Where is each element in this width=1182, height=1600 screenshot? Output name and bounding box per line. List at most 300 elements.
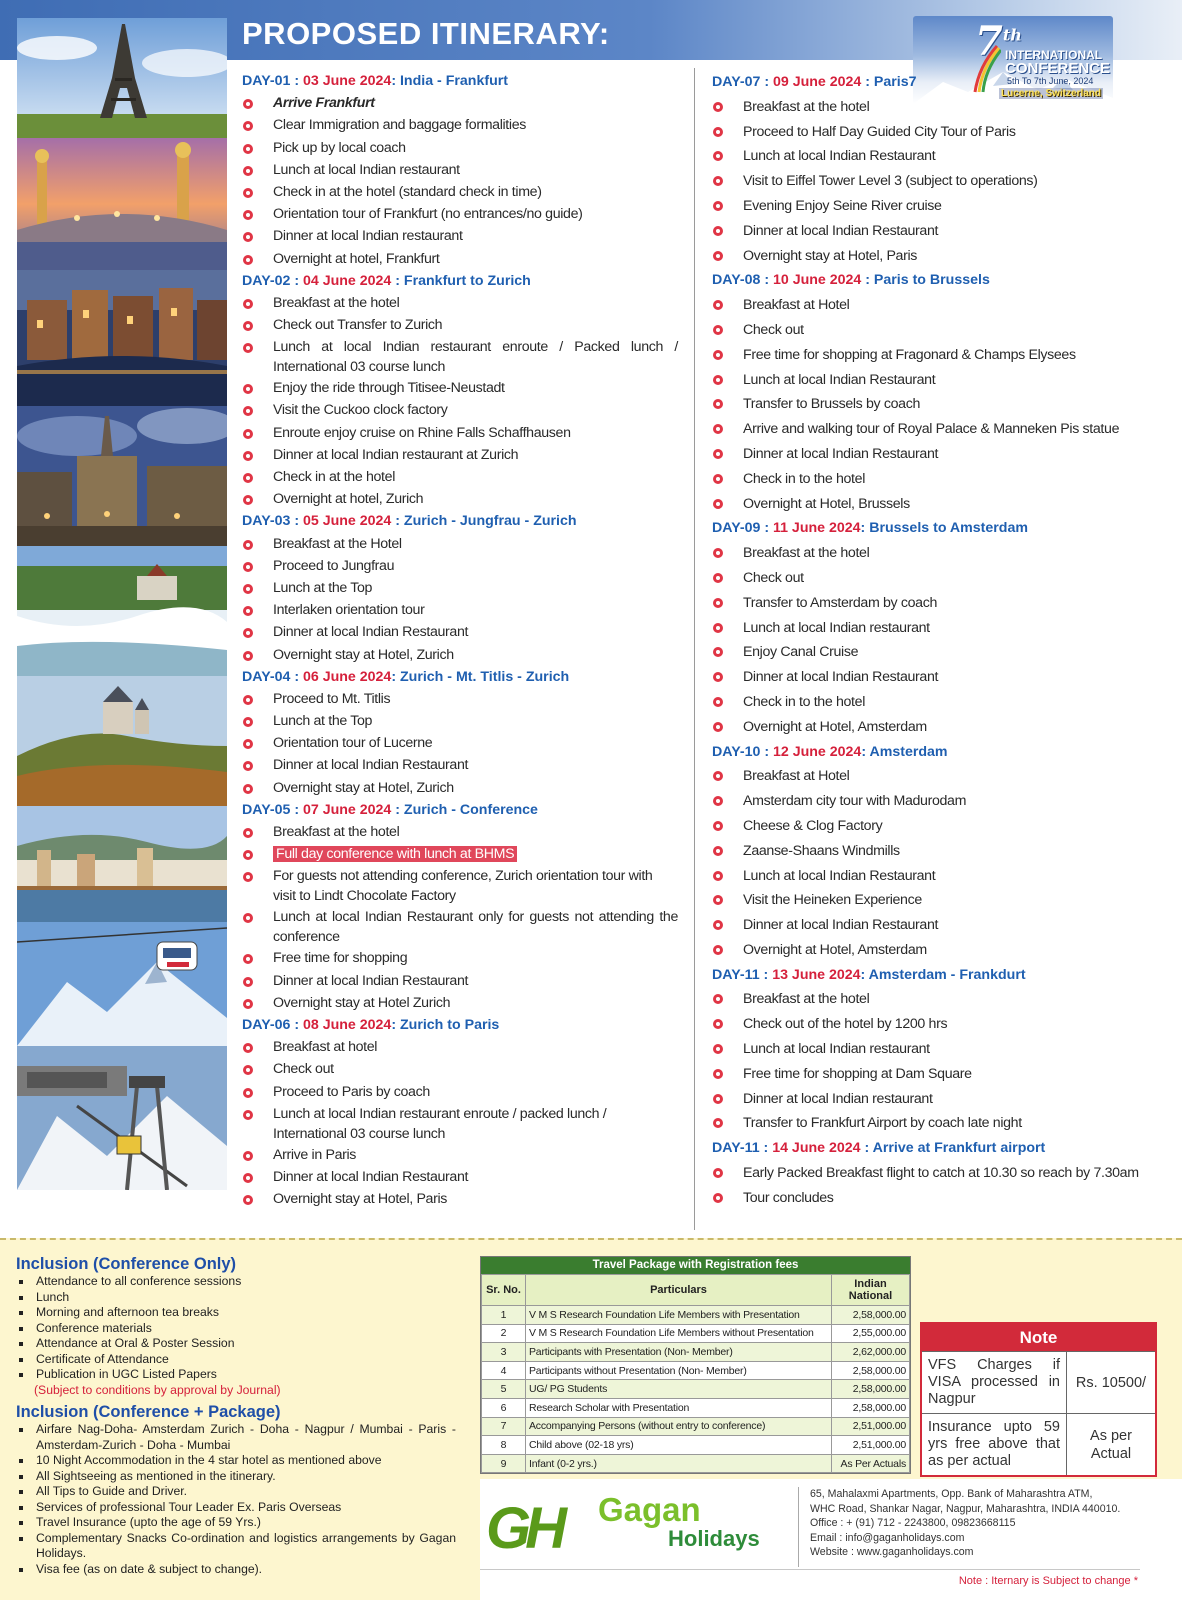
company-website: Website : www.gaganholidays.com <box>810 1546 974 1559</box>
item-text: Lunch at local Indian Restaurant <box>743 371 936 388</box>
itinerary-item <box>712 144 1162 169</box>
itinerary-item <box>242 1144 678 1166</box>
item-text: Dinner at local Indian Restaurant <box>273 972 469 989</box>
bullet-icon <box>713 771 723 781</box>
day-route: : Paris to Brussels <box>861 272 990 289</box>
conference-line1: INTERNATIONAL <box>1005 48 1103 62</box>
itinerary-item <box>712 690 1162 715</box>
bullet-icon <box>713 697 723 707</box>
item-text: Orientation tour of Frankfurt (no entrances/no guide) <box>273 206 583 223</box>
itinerary-item <box>242 248 678 270</box>
day-items <box>242 533 678 666</box>
inclusion-item: All Tips to Guide and Driver. <box>16 1484 456 1500</box>
itinerary-item <box>712 566 1162 591</box>
item-text: Dinner at local Indian Restaurant <box>273 757 469 774</box>
item-text: Breakfast at the hotel <box>743 545 870 562</box>
day-label: DAY-09 : <box>712 520 773 537</box>
itinerary-item <box>712 368 1162 393</box>
itinerary-item <box>242 314 678 336</box>
itinerary-item <box>242 865 678 906</box>
item-text: Dinner at local Indian restaurant <box>273 228 463 245</box>
note-vfs-value: Rs. 10500/ <box>1075 1374 1147 1391</box>
itinerary-item <box>712 219 1162 244</box>
itinerary-change-note: Note : Iternary is Subject to change * <box>958 1575 1138 1587</box>
day-items <box>712 1161 1162 1211</box>
itinerary-item <box>242 488 678 510</box>
item-text: Breakfast at Hotel <box>743 297 850 314</box>
itinerary-item <box>242 599 678 621</box>
item-text: Dinner at local Indian Restaurant <box>273 1168 469 1185</box>
item-text: Cheese & Clog Factory <box>743 817 883 834</box>
sr-cell: 7 <box>482 1417 526 1436</box>
day-date: 11 June 2024 <box>772 520 861 537</box>
bullet-icon <box>243 343 253 353</box>
day-date: 07 June 2024 <box>302 801 392 818</box>
item-text: Pick up by local coach <box>273 139 406 156</box>
itinerary-item <box>242 577 678 599</box>
itinerary-item <box>242 1188 678 1210</box>
bullet-icon <box>713 796 723 806</box>
bullet-icon <box>243 606 253 616</box>
item-text: Lunch at local Indian Restaurant only for guests not attending the conference <box>273 909 678 946</box>
price-cell: 2,58,000.00 <box>832 1361 910 1380</box>
table-row <box>482 1436 910 1455</box>
itinerary-item <box>712 913 1162 938</box>
item-text: Breakfast at the hotel <box>743 98 870 115</box>
bullet-icon <box>713 350 723 360</box>
particulars-cell: V M S Research Foundation Life Members with Presentation <box>526 1306 832 1325</box>
footer-line <box>480 1569 1140 1570</box>
column-divider <box>694 68 695 1230</box>
item-text: Visit the Heineken Experience <box>743 892 922 909</box>
itinerary-item <box>712 789 1162 814</box>
item-text: Breakfast at the hotel <box>743 991 870 1008</box>
day-items <box>242 688 678 799</box>
item-text: Amsterdam city tour with Madurodam <box>743 793 967 810</box>
bullet-icon <box>243 954 253 964</box>
day-route: : Zurich to Paris <box>391 1016 500 1033</box>
item-text: Transfer to Amsterdam by coach <box>743 594 937 611</box>
item-text: Lunch at local Indian restaurant enroute / packed lunch / International 03 course lunch <box>273 1105 607 1142</box>
bullet-icon <box>243 1173 253 1183</box>
day-heading <box>242 666 678 688</box>
item-text: Overnight stay at Hotel, Paris <box>273 1191 448 1208</box>
item-text: Breakfast at Hotel <box>743 768 850 785</box>
price-cell: 2,62,000.00 <box>832 1343 910 1362</box>
itinerary-item <box>712 839 1162 864</box>
itinerary-item <box>712 1186 1162 1211</box>
inclusion-item: Airfare Nag-Doha- Amsterdam Zurich - Doha - Nagpur / Mumbai - Paris - Amsterdam-Zurich - Doha - Mumbai <box>16 1422 456 1453</box>
day-label: DAY-10 : <box>712 743 773 760</box>
itinerary-item <box>712 1062 1162 1087</box>
bullet-icon <box>713 201 723 211</box>
itinerary-item <box>242 906 678 947</box>
itinerary-item <box>242 555 678 577</box>
item-text: Free time for shopping at Dam Square <box>743 1065 972 1082</box>
particulars-cell: Participants without Presentation (Non- Member) <box>526 1361 832 1380</box>
item-text: Orientation tour of Lucerne <box>273 735 433 752</box>
day-heading <box>242 510 678 532</box>
bullet-icon <box>243 828 253 838</box>
itinerary-item <box>712 194 1162 219</box>
itinerary-item <box>712 318 1162 343</box>
day-date: 12 June 2024 <box>772 743 862 760</box>
bullet-icon <box>713 1019 723 1029</box>
item-text: Full day conference with lunch at BHMS <box>273 846 517 862</box>
amsterdam-canal-photo <box>17 270 227 406</box>
itinerary-item <box>712 467 1162 492</box>
item-text: For guests not attending conference, Zurich orientation tour with visit to Lindt Chocolate Factory <box>273 868 653 905</box>
bullet-icon <box>713 722 723 732</box>
day-route: : Zurich - Jungfrau - Zurich <box>391 513 577 530</box>
itinerary-item <box>712 715 1162 740</box>
itinerary-item <box>712 1111 1162 1136</box>
day-items <box>712 293 1162 516</box>
itinerary-item <box>712 417 1162 442</box>
inclusion-item: Conference materials <box>16 1321 456 1337</box>
day-heading <box>712 740 1162 765</box>
bullet-icon <box>713 474 723 484</box>
day-heading <box>712 1136 1162 1161</box>
itinerary-item <box>712 293 1162 318</box>
itinerary-item <box>712 888 1162 913</box>
item-text: Check out Transfer to Zurich <box>273 317 443 334</box>
price-cell: As Per Actuals <box>832 1454 910 1473</box>
bullet-icon <box>243 429 253 439</box>
item-text: Check in to the hotel <box>743 470 865 487</box>
bullet-icon <box>243 784 253 794</box>
item-text: Overnight at Hotel, Brussels <box>743 495 910 512</box>
bullet-icon <box>243 1151 253 1161</box>
item-text: Dinner at local Indian Restaurant <box>743 917 939 934</box>
bullet-icon <box>713 1069 723 1079</box>
item-text: Breakfast at hotel <box>273 1039 378 1056</box>
day-heading <box>242 799 678 821</box>
brussels-grand-place-photo <box>17 406 227 546</box>
itinerary-item <box>712 1161 1162 1186</box>
day-label: DAY-01 : <box>242 73 303 89</box>
table-row <box>482 1361 910 1380</box>
bullet-icon <box>243 121 253 131</box>
itinerary-item <box>242 777 678 799</box>
bullet-icon <box>713 226 723 236</box>
bullet-icon <box>243 717 253 727</box>
bullet-icon <box>713 871 723 881</box>
sr-cell: 3 <box>482 1343 526 1362</box>
item-text: Enroute enjoy cruise on Rhine Falls Schaffhausen <box>273 424 571 441</box>
day-date: 08 June 2024 <box>302 1016 392 1033</box>
particulars-cell: Participants with Presentation (Non- Member) <box>526 1343 832 1362</box>
itinerary-item <box>242 992 678 1014</box>
bullet-icon <box>243 628 253 638</box>
table-row <box>482 1380 910 1399</box>
bullet-icon <box>243 850 253 860</box>
day-date: 14 June 2024 <box>772 1140 861 1157</box>
bullet-icon <box>713 846 723 856</box>
conference-number: 7th <box>975 18 1022 65</box>
itinerary-item <box>242 137 678 159</box>
company-name-gagan: Gagan <box>598 1491 701 1528</box>
itinerary-item <box>712 244 1162 269</box>
item-text: Dinner at local Indian restaurant at Zurich <box>273 446 519 463</box>
itinerary-item <box>712 169 1162 194</box>
day-heading <box>712 516 1162 541</box>
itinerary-item <box>242 422 678 444</box>
paris-bridge-photo <box>17 138 227 270</box>
table-row <box>482 1417 910 1436</box>
itinerary-item <box>242 710 678 732</box>
day-label: DAY-11 : <box>712 1140 773 1157</box>
item-text: Arrive Frankfurt <box>273 95 375 112</box>
bullet-icon <box>243 651 253 661</box>
office-phone: Office : + (91) 712 - 2243800, 09823668115 <box>810 1517 1016 1530</box>
package-table-title: Travel Package with Registration fees <box>481 1257 910 1274</box>
itinerary-item <box>712 1037 1162 1062</box>
particulars-cell: Research Scholar with Presentation <box>526 1398 832 1417</box>
bullet-icon <box>243 999 253 1009</box>
itinerary-item <box>242 181 678 203</box>
bullet-icon <box>243 451 253 461</box>
item-text: Enjoy the ride through Titisee-Neustadt <box>273 380 505 397</box>
item-text: Overnight stay at Hotel, Zurich <box>273 646 454 663</box>
bullet-icon <box>713 1193 723 1203</box>
item-text: Dinner at local Indian restaurant <box>743 1090 933 1107</box>
day-date: 04 June 2024 <box>302 272 392 289</box>
bullet-icon <box>243 210 253 220</box>
item-text: Overnight at hotel, Zurich <box>273 491 424 508</box>
bullet-icon <box>713 994 723 1004</box>
item-text: Proceed to Half Day Guided City Tour of Paris <box>743 123 1016 140</box>
bullet-icon <box>243 188 253 198</box>
bullet-icon <box>713 251 723 261</box>
itinerary-item <box>242 1081 678 1103</box>
bullet-icon <box>713 325 723 335</box>
itinerary-item <box>242 466 678 488</box>
item-text: Overnight at Hotel, Amsterdam <box>743 941 927 958</box>
day-route: : Amsterdam - Frankdurt <box>860 966 1026 983</box>
itinerary-item <box>242 1103 678 1144</box>
itinerary-item <box>242 92 678 114</box>
sr-cell: 6 <box>482 1398 526 1417</box>
item-text: Check in at the hotel (standard check in time) <box>273 183 542 200</box>
page-title: PROPOSED ITINERARY: <box>242 16 610 51</box>
day-route: : Zurich - Mt. Titlis - Zurich <box>391 668 570 685</box>
day-items <box>712 541 1162 739</box>
sr-cell: 4 <box>482 1361 526 1380</box>
itinerary-item <box>242 688 678 710</box>
item-text: Visit the Cuckoo clock factory <box>273 402 448 419</box>
bullet-icon <box>243 913 253 923</box>
address-line-2: WHC Road, Shankar Nagar, Nagpur, Maharashtra, INDIA 440010. <box>810 1502 1121 1515</box>
price-cell: 2,58,000.00 <box>832 1306 910 1325</box>
bullet-icon <box>713 102 723 112</box>
bullet-icon <box>243 1043 253 1053</box>
day-heading <box>242 270 678 292</box>
day-heading <box>712 963 1162 988</box>
particulars-cell: Infant (0-2 yrs.) <box>526 1454 832 1473</box>
day-heading <box>242 70 678 92</box>
bullet-icon <box>243 872 253 882</box>
bullet-icon <box>243 761 253 771</box>
day-items <box>242 1036 678 1210</box>
bullet-icon <box>713 598 723 608</box>
inclusion-item: Services of professional Tour Leader Ex. Paris Overseas <box>16 1500 456 1516</box>
itinerary-item <box>242 292 678 314</box>
bullet-icon <box>243 739 253 749</box>
item-text: Proceed to Paris by coach <box>273 1083 430 1100</box>
lucerne-photo <box>17 806 227 922</box>
bullet-icon <box>243 99 253 109</box>
itinerary-item <box>242 732 678 754</box>
itinerary-item <box>712 95 1162 120</box>
bullet-icon <box>243 695 253 705</box>
travel-package-table <box>480 1256 911 1474</box>
itinerary-item <box>242 533 678 555</box>
item-text: Transfer to Brussels by coach <box>743 396 920 413</box>
item-text: Overnight at hotel, Frankfurt <box>273 250 440 267</box>
itinerary-item <box>712 591 1162 616</box>
day-date: 06 June 2024 <box>302 668 392 685</box>
itinerary-item <box>242 1036 678 1058</box>
item-text: Overnight stay at Hotel, Paris <box>743 247 918 264</box>
gagan-holidays-logo-mark: GH <box>486 1496 562 1561</box>
bullet-icon <box>243 232 253 242</box>
item-text: Check out of the hotel by 1200 hrs <box>743 1016 948 1033</box>
itinerary-item <box>242 159 678 181</box>
photo-column <box>17 18 227 1190</box>
bullet-icon <box>713 1094 723 1104</box>
rhine-falls-photo <box>17 546 227 676</box>
particulars-cell: Child above (02-18 yrs) <box>526 1436 832 1455</box>
itinerary-item <box>242 114 678 136</box>
item-text: Dinner at local Indian Restaurant <box>743 222 939 239</box>
eiffel-tower-photo <box>17 18 227 138</box>
bullet-icon <box>713 300 723 310</box>
itinerary-item <box>712 938 1162 963</box>
inclusion-conference-list <box>16 1274 456 1398</box>
inclusion-item: Attendance at Oral & Poster Session <box>16 1336 456 1352</box>
table-row <box>482 1398 910 1417</box>
inclusion-item: All Sightseeing as mentioned in the itinerary. <box>16 1469 456 1485</box>
itinerary-item <box>242 1166 678 1188</box>
bullet-icon <box>243 384 253 394</box>
price-cell: 2,58,000.00 <box>832 1398 910 1417</box>
day-route: : Brussels to Amsterdam <box>860 520 1028 537</box>
day-label: DAY-08 : <box>712 272 773 289</box>
bullet-icon <box>713 1168 723 1178</box>
bullet-icon <box>243 1110 253 1120</box>
bullet-icon <box>243 255 253 265</box>
day-date: 10 June 2024 <box>772 272 862 289</box>
itinerary-item <box>242 754 678 776</box>
day-date: 05 June 2024 <box>302 513 392 530</box>
col-indian-national: Indian National <box>832 1275 910 1306</box>
itinerary-item <box>242 444 678 466</box>
sr-cell: 5 <box>482 1380 526 1399</box>
item-text: Arrive and walking tour of Royal Palace & Manneken Pis statue <box>743 421 1120 438</box>
day-label: DAY-07 : <box>712 74 773 90</box>
inclusion-item: Certificate of Attendance <box>16 1352 456 1368</box>
itinerary-item <box>712 343 1162 368</box>
note-insurance-label: Insurance upto 59 yrs free above that as per actual <box>922 1414 1067 1475</box>
inclusion-conference-title: Inclusion (Conference Only) <box>16 1255 237 1273</box>
table-row <box>482 1324 910 1343</box>
address-divider <box>798 1487 799 1567</box>
itinerary-item <box>712 616 1162 641</box>
item-text: Breakfast at the hotel <box>273 824 400 840</box>
item-text: Evening Enjoy Seine River cruise <box>743 197 942 214</box>
inclusion-item: Publication in UGC Listed Papers <box>16 1367 456 1383</box>
item-text: Overnight stay at Hotel, Zurich <box>273 779 454 796</box>
sr-cell: 1 <box>482 1306 526 1325</box>
item-text: Clear Immigration and baggage formalities <box>273 117 526 134</box>
item-text: Breakfast at the hotel <box>273 294 400 311</box>
bullet-icon <box>713 399 723 409</box>
day-items <box>712 764 1162 962</box>
itinerary-item <box>712 492 1162 517</box>
item-text: Proceed to Jungfrau <box>273 557 395 574</box>
bullet-icon <box>243 321 253 331</box>
item-text: Check in at the hotel <box>273 469 395 485</box>
bullet-icon <box>713 127 723 137</box>
item-text: Overnight stay at Hotel Zurich <box>273 994 451 1011</box>
note-title: Note <box>922 1324 1155 1351</box>
company-name-holidays: Holidays <box>668 1526 760 1551</box>
inclusion-item: Visa fee (as on date & subject to change). <box>16 1562 456 1578</box>
itinerary-item <box>242 947 678 969</box>
item-text: Lunch at local Indian Restaurant <box>743 867 936 884</box>
particulars-cell: Accompanying Persons (without entry to conference) <box>526 1417 832 1436</box>
itinerary-item <box>712 665 1162 690</box>
bullet-icon <box>243 1065 253 1075</box>
jungfrau-gondola-photo <box>17 1046 227 1190</box>
itinerary-item <box>712 640 1162 665</box>
item-text: Lunch at the Top <box>273 713 373 730</box>
item-text: Tour concludes <box>743 1189 834 1206</box>
bullet-icon <box>713 424 723 434</box>
titlis-cable-car-photo <box>17 922 227 1046</box>
bullet-icon <box>243 299 253 309</box>
itinerary-item <box>242 821 678 843</box>
bullet-icon <box>713 1118 723 1128</box>
bullet-icon <box>713 895 723 905</box>
itinerary-item <box>242 377 678 399</box>
sr-cell: 9 <box>482 1454 526 1473</box>
table-row <box>482 1306 910 1325</box>
itinerary-item <box>242 621 678 643</box>
day-route: : India - Frankfurt <box>391 73 508 89</box>
company-footer <box>480 1479 1182 1600</box>
item-text: Lunch at local Indian restaurant <box>273 161 460 178</box>
item-text: Arrive in Paris <box>273 1146 357 1163</box>
bullet-icon <box>713 548 723 558</box>
day-date: 09 June 2024 <box>772 74 862 90</box>
itinerary-item <box>712 541 1162 566</box>
inclusion-item: 10 Night Accommodation in the 4 star hotel as mentioned above <box>16 1453 456 1469</box>
note-row-vfs <box>922 1351 1155 1413</box>
castle-photo <box>17 676 227 806</box>
inclusion-item: Morning and afternoon tea breaks <box>16 1305 456 1321</box>
bullet-icon <box>713 375 723 385</box>
particulars-cell: UG/ PG Students <box>526 1380 832 1399</box>
itinerary-right-column <box>712 70 1162 1211</box>
bullet-icon <box>243 584 253 594</box>
inclusion-package-list <box>16 1422 456 1577</box>
company-email: Email : info@gaganholidays.com <box>810 1531 965 1544</box>
item-text: Check out <box>743 569 804 586</box>
itinerary-item <box>242 970 678 992</box>
inclusion-item: Complementary Snacks Co-ordination and logistics arrangements by Gagan Holidays. <box>16 1531 456 1562</box>
